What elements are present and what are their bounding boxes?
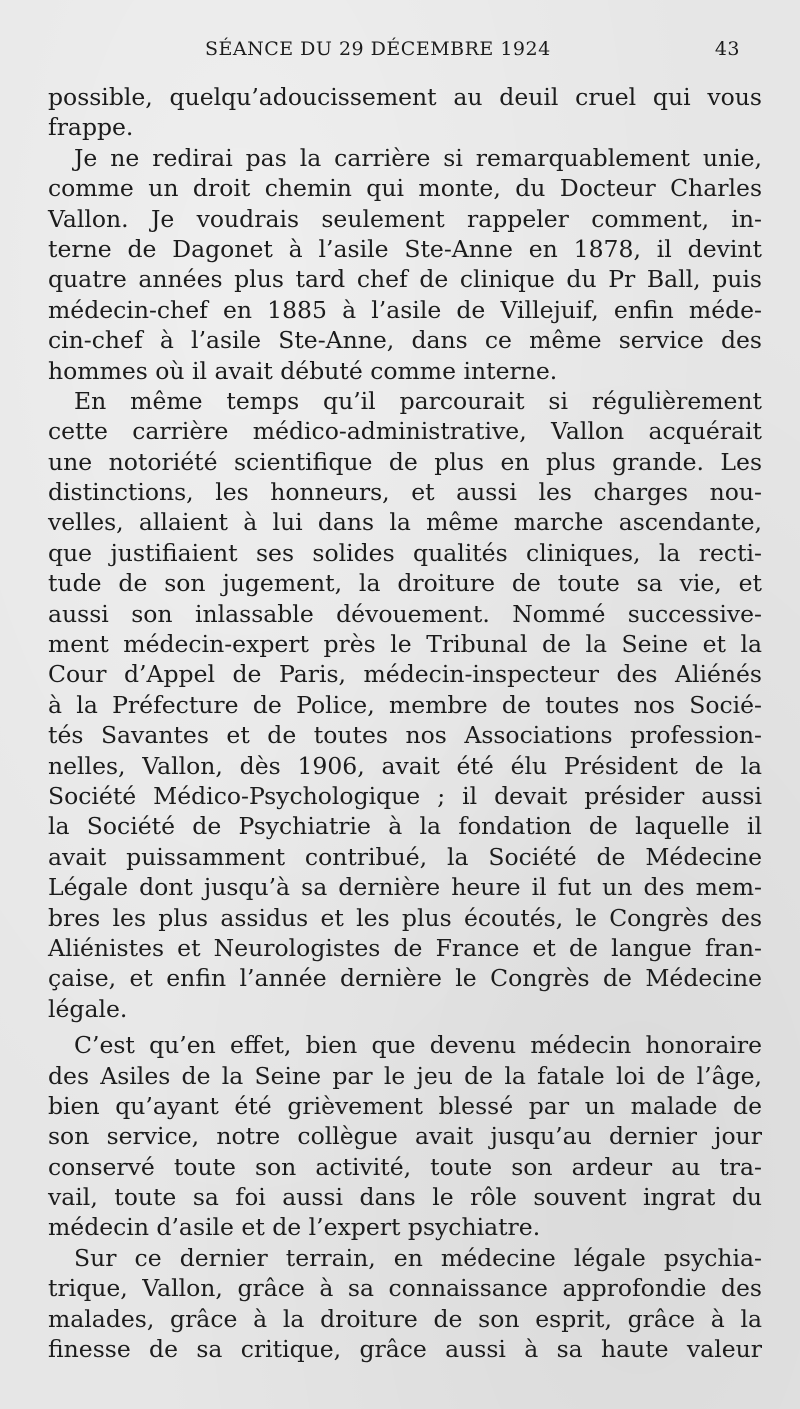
text-line: bien qu’ayant été grièvement blessé par un malade de	[48, 1091, 762, 1120]
text-line: à la Préfecture de Police, membre de toutes nos Socié-	[48, 690, 762, 719]
body-text	[48, 82, 762, 1364]
page-number: 43	[714, 38, 740, 60]
text-line: Je ne redirai pas la carrière si remarquablement unie,	[74, 143, 762, 172]
running-title: SÉANCE DU 29 DÉCEMBRE 1924	[205, 38, 551, 60]
text-line: Société Médico-Psychologique ; il devait présider aussi	[48, 781, 762, 810]
text-line: la Société de Psychiatrie à la fondation de laquelle il	[48, 812, 762, 841]
text-line: des Asiles de la Seine par le jeu de la fatale loi de l’âge,	[48, 1061, 762, 1090]
text-line: bres les plus assidus et les plus écoutés, le Congrès des	[48, 903, 762, 932]
text-line: vail, toute sa foi aussi dans le rôle souvent ingrat du	[48, 1183, 762, 1212]
text-line: C’est qu’en effet, bien que devenu médecin honoraire	[74, 1031, 762, 1060]
text-line: cin-chef à l’asile Ste-Anne, dans ce même service des	[48, 326, 762, 355]
paragraph	[48, 1243, 762, 1365]
text-line: une notoriété scientifique de plus en plus grande. Les	[48, 447, 762, 476]
text-line: En même temps qu’il parcourait si régulièrement	[74, 386, 762, 415]
text-line: conservé toute son activité, toute son ardeur au tra-	[48, 1152, 762, 1181]
text-line: ment médecin-expert près le Tribunal de la Seine et la	[48, 630, 762, 659]
text-line: cette carrière médico-administrative, Vallon acquérait	[48, 417, 762, 446]
text-line: çaise, et enfin l’année dernière le Congrès de Médecine	[48, 964, 762, 993]
text-line: Cour d’Appel de Paris, médecin-inspecteur des Aliénés	[48, 660, 762, 689]
text-line: tude de son jugement, la droiture de toute sa vie, et	[48, 569, 762, 598]
text-line: Vallon. Je voudrais seulement rappeler comment, in-	[48, 204, 762, 233]
text-line: trique, Vallon, grâce à sa connaissance approfondie des	[48, 1274, 762, 1303]
paragraph	[48, 386, 762, 1024]
text-line: velles, allaient à lui dans la même marche ascendante,	[48, 508, 762, 537]
text-line: possible, quelqu’adoucissement au deuil cruel qui vous	[48, 83, 762, 111]
text-line: terne de Dagonet à l’asile Ste-Anne en 1878, il devint	[48, 234, 762, 263]
text-line: médecin d’asile et de l’expert psychiatre.	[48, 1213, 541, 1242]
text-line: comme un droit chemin qui monte, du Docteur Charles	[48, 174, 762, 203]
text-line: légale.	[48, 994, 128, 1023]
text-line: hommes où il avait débuté comme interne.	[48, 356, 558, 385]
text-line: tés Savantes et de toutes nos Associations profession-	[48, 721, 762, 750]
paragraph	[48, 82, 762, 143]
page-header	[205, 38, 740, 68]
text-line: médecin-chef en 1885 à l’asile de Villejuif, enfin méde-	[48, 295, 762, 324]
text-line: malades, grâce à la droiture de son esprit, grâce à la	[48, 1304, 762, 1333]
text-line: Sur ce dernier terrain, en médecine légale psychia-	[74, 1243, 762, 1272]
text-line: quatre années plus tard chef de clinique du Pr Ball, puis	[48, 265, 762, 294]
paragraph	[48, 1030, 762, 1243]
text-line: frappe.	[48, 113, 134, 142]
text-line: avait puissamment contribué, la Société de Médecine	[48, 842, 762, 871]
text-line: nelles, Vallon, dès 1906, avait été élu Président de la	[48, 751, 762, 780]
text-line: distinctions, les honneurs, et aussi les charges nou-	[48, 478, 762, 507]
text-line: Légale dont jusqu’à sa dernière heure il fut un des mem-	[48, 873, 762, 902]
text-line: finesse de sa critique, grâce aussi à sa haute valeur	[48, 1335, 762, 1364]
text-line: que justifiaient ses solides qualités cliniques, la recti-	[48, 538, 762, 567]
paragraph	[48, 143, 762, 386]
text-line: son service, notre collègue avait jusqu’au dernier jour	[48, 1122, 762, 1151]
text-line: Aliénistes et Neurologistes de France et de langue fran-	[48, 933, 762, 962]
text-line: aussi son inlassable dévouement. Nommé successive-	[48, 599, 762, 628]
